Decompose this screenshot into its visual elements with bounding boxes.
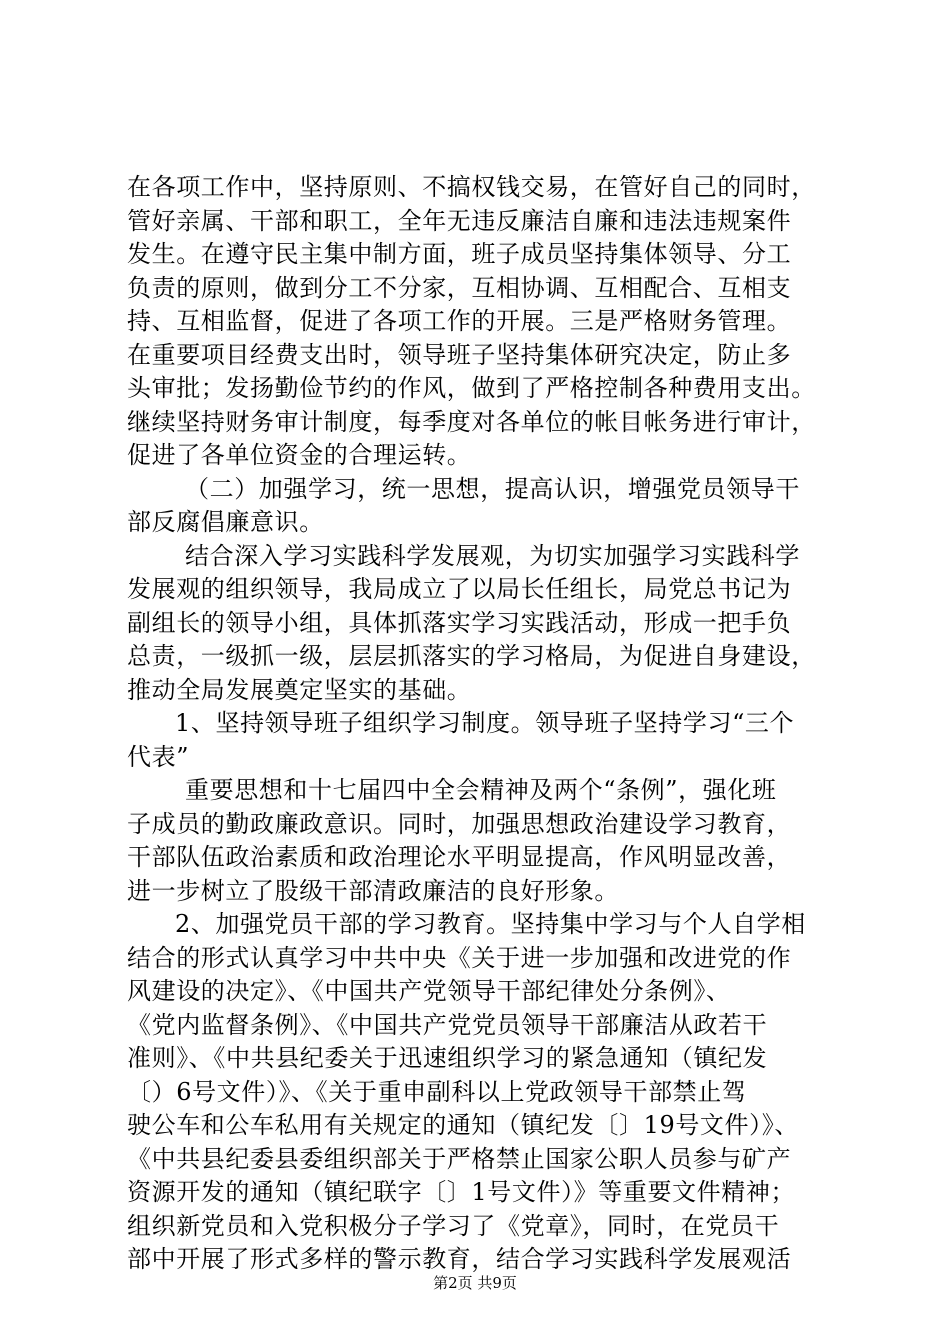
text-line: 在重要项目经费支出时，领导班子坚持集体研究决定，防止多 [127,340,792,369]
item-heading: 2、加强党员干部的学习教育。坚持集中学习与个人自学相 [175,910,806,938]
text-line: 发生。在遵守民主集中制方面，班子成员坚持集体领导、分工 [127,240,792,268]
text-line: 干部队伍政治素质和政治理论水平明显提高，作风明显改善， [127,843,792,871]
text-line: 子成员的勤政廉政意识。同时，加强思想政治建设学习教育， [127,809,792,838]
text-line: 资源开发的通知（镇纪联字〔〕1号文件）》等重要文件精神； [127,1178,796,1206]
text-line: 在各项工作中，坚持原则、不搞权钱交易，在管好自己的同时， [127,173,816,201]
text-line: 负责的原则，做到分工不分家，互相协调、互相配合、互相支 [127,273,792,302]
text-line: 组织新党员和入党积极分子学习了《党章》，同时，在党员干 [127,1211,780,1240]
paragraph-start: 结合深入学习实践科学发展观，为切实加强学习实践科学 [185,541,800,570]
text-line: 总责，一级抓一级，层层抓落实的学习格局，为促进自身建设， [127,642,816,670]
text-line: 继续坚持财务审计制度，每季度对各单位的帐目帐务进行审计， [127,407,816,436]
text-line: 《党内监督条例》、《中国共产党党员领导干部廉洁从政若干 [127,1010,768,1039]
text-line: 副组长的领导小组，具体抓落实学习实践活动，形成一把手负 [127,608,792,637]
text-line: 头审批；发扬勤俭节约的作风，做到了严格控制各种费用支出。 [127,374,816,402]
text-line: 〔）6号文件）》、《关于重申副科以上党政领导干部禁止驾 [127,1077,747,1106]
text-line: 代表” [127,742,190,771]
text-line: 促进了各单位资金的合理运转。 [127,441,472,469]
text-line: 《中共县纪委县委组织部关于严格禁止国家公职人员参与矿产 [127,1144,792,1173]
text-line: 持、互相监督，促进了各项工作的开展。三是严格财务管理。 [127,307,792,335]
item-heading: 1、坚持领导班子组织学习制度。领导班子坚持学习“三个 [175,709,795,737]
section-heading: （二）加强学习，统一思想，提高认识，增强党员领导干 [185,474,800,503]
page-number: 第2页 共9页 [433,1274,517,1292]
text-line: 结合的形式认真学习中共中央《关于进一步加强和改进党的作 [127,943,792,972]
text-line: 部中开展了形式多样的警示教育，结合学习实践科学发展观活 [127,1245,792,1273]
section-heading-cont: 部反腐倡廉意识。 [127,508,324,536]
body-text [127,171,843,1277]
text-line: 进一步树立了股级干部清政廉洁的良好形象。 [127,876,619,905]
text-line: 管好亲属、干部和职工，全年无违反廉洁自廉和违法违规案件 [127,206,792,235]
text-line: 准则》、《中共县纪委关于迅速组织学习的紧急通知（镇纪发 [127,1044,768,1072]
text-line: 推动全局发展奠定坚实的基础。 [127,675,472,704]
paragraph-start: 重要思想和十七届四中全会精神及两个“条例”，强化班 [185,776,777,804]
text-line: 风建设的决定》、《中国共产党领导干部纪律处分条例》、 [127,977,731,1005]
text-line: 驶公车和公车私用有关规定的通知（镇纪发〔〕19号文件）》、 [127,1111,799,1139]
text-line: 发展观的组织领导，我局成立了以局长任组长，局党总书记为 [127,575,792,603]
